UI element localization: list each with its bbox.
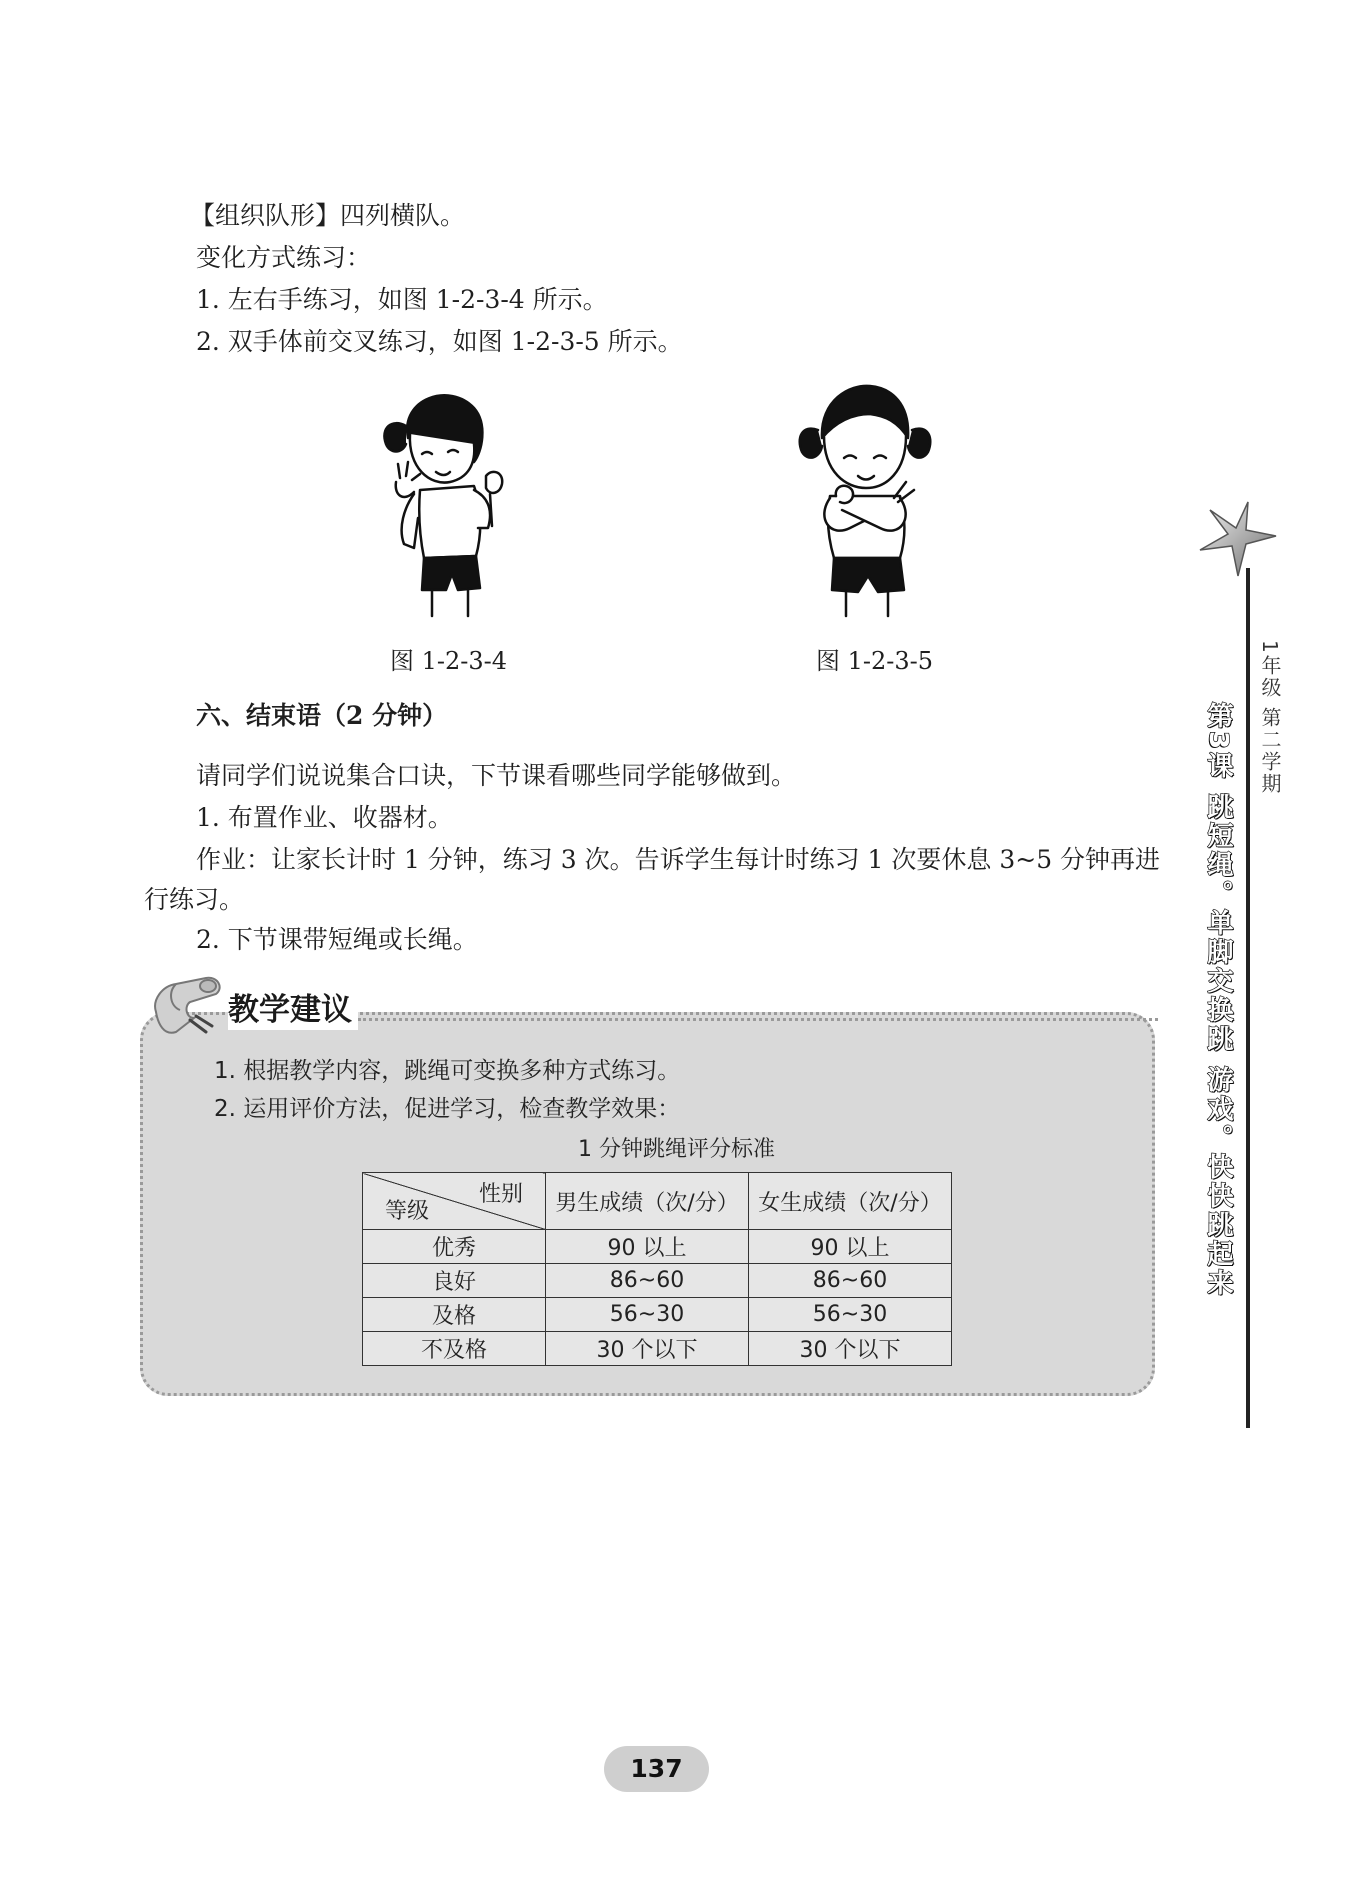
tips-title: 教学建议 <box>228 990 358 1030</box>
table-row <box>363 1332 952 1366</box>
sidebar-rule <box>1246 568 1250 1428</box>
grade-cell: 优秀 <box>363 1230 546 1264</box>
table-title: 1 分钟跳绳评分标准 <box>578 1137 775 1162</box>
corner-gender-label: 性别 <box>478 1182 523 1207</box>
org-formation-line: 【组织队形】四列横队。 <box>190 201 466 230</box>
figure-left-right-hand <box>370 378 510 618</box>
boys-score-cell: 56~30 <box>546 1298 749 1332</box>
figure-crossed-hands <box>790 378 940 618</box>
boys-score-cell: 90 以上 <box>546 1230 749 1264</box>
grade-cell: 不及格 <box>363 1332 546 1366</box>
score-table <box>362 1172 952 1366</box>
corner-grade-label: 等级 <box>385 1199 430 1224</box>
figure-caption-1: 图 1-2-3-4 <box>390 647 508 675</box>
girls-score-cell: 56~30 <box>749 1298 952 1332</box>
table-header-row <box>363 1173 952 1230</box>
table-row <box>363 1298 952 1332</box>
section-heading: 六、结束语（2 分钟） <box>196 701 448 730</box>
grade-cell: 及格 <box>363 1298 546 1332</box>
col-header-girls: 女生成绩（次/分） <box>749 1173 952 1230</box>
girls-score-cell: 86~60 <box>749 1264 952 1298</box>
homework-line-1: 作业：让家长计时 1 分钟，练习 3 次。告诉学生每计时练习 1 次要休息 3~5 分钟再进 <box>196 845 1161 874</box>
variation-intro: 变化方式练习： <box>196 243 372 272</box>
boys-score-cell: 86~60 <box>546 1264 749 1298</box>
table-row <box>363 1230 952 1264</box>
girls-score-cell: 30 个以下 <box>749 1332 952 1366</box>
page-number: 137 <box>604 1746 709 1792</box>
closing-paragraph: 请同学们说说集合口诀，下节课看哪些同学能够做到。 <box>196 761 797 790</box>
closing-item-1: 1. 布置作业、收器材。 <box>196 803 453 832</box>
boys-score-cell: 30 个以下 <box>546 1332 749 1366</box>
tips-header-divider <box>358 1018 1158 1021</box>
grade-cell: 良好 <box>363 1264 546 1298</box>
sidebar-grade-label: 1年级 第二学期 <box>1258 640 1282 796</box>
variation-item-2: 2. 双手体前交叉练习，如图 1-2-3-5 所示。 <box>196 327 683 356</box>
star-icon <box>1196 500 1278 578</box>
table-row <box>363 1264 952 1298</box>
sidebar-lesson-title: 第3课 跳短绳。单脚交换跳 游戏。快快跳起来 <box>1203 702 1233 1299</box>
closing-item-2: 2. 下节课带短绳或长绳。 <box>196 925 478 954</box>
homework-line-2: 行练习。 <box>144 885 245 914</box>
tip-item-2: 2. 运用评价方法，促进学习，检查教学效果： <box>214 1096 681 1122</box>
variation-item-1: 1. 左右手练习，如图 1-2-3-4 所示。 <box>196 285 608 314</box>
figure-caption-2: 图 1-2-3-5 <box>816 647 934 675</box>
girls-score-cell: 90 以上 <box>749 1230 952 1264</box>
table-corner-cell <box>363 1173 546 1230</box>
tip-item-1: 1. 根据教学内容，跳绳可变换多种方式练习。 <box>214 1058 681 1084</box>
scroll-icon <box>146 972 232 1042</box>
col-header-boys: 男生成绩（次/分） <box>546 1173 749 1230</box>
